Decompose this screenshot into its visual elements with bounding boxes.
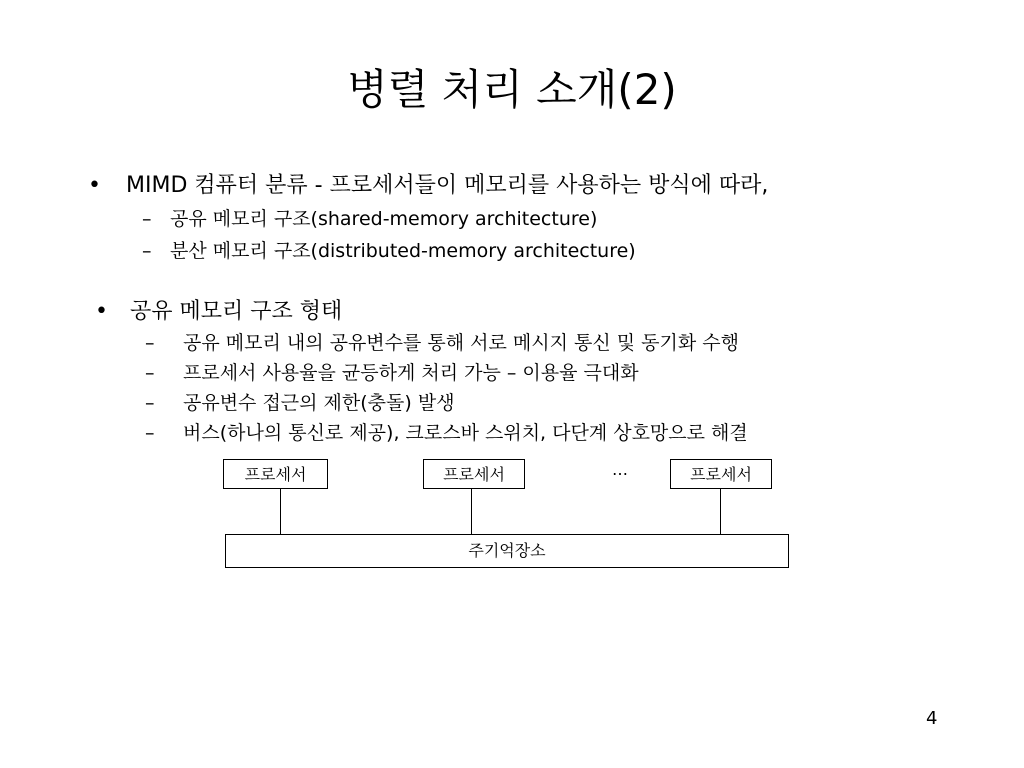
processor-box: 프로세서 bbox=[223, 459, 328, 489]
subitem-message-sync: 공유 메모리 내의 공유변수를 통해 서로 메시지 통신 및 동기화 수행 bbox=[183, 332, 739, 354]
main-memory-box: 주기억장소 bbox=[225, 534, 789, 568]
bullet-text-shared-memory-forms: 공유 메모리 구조 형태 bbox=[130, 299, 343, 324]
dash-marker: – bbox=[145, 392, 155, 414]
subitem-bus-crossbar: 버스(하나의 통신로 제공), 크로스바 스위치, 다단계 상호망으로 해결 bbox=[183, 422, 748, 444]
dash-marker: – bbox=[142, 208, 152, 230]
bullet-marker: • bbox=[88, 173, 101, 198]
diagram-ellipsis: … bbox=[612, 460, 628, 479]
processor-box: 프로세서 bbox=[423, 459, 525, 489]
dash-marker: – bbox=[145, 332, 155, 354]
bullet-marker: • bbox=[95, 299, 108, 324]
dash-marker: – bbox=[145, 422, 155, 444]
processor-memory-connector bbox=[720, 489, 721, 534]
subitem-access-conflict: 공유변수 접근의 제한(충돌) 발생 bbox=[183, 392, 455, 414]
processor-box: 프로세서 bbox=[670, 459, 772, 489]
subitem-utilization: 프로세서 사용율을 균등하게 처리 가능 – 이용율 극대화 bbox=[183, 362, 639, 384]
dash-marker: – bbox=[142, 240, 152, 262]
page-number: 4 bbox=[926, 708, 938, 729]
bullet-text-mimd-classification: MIMD 컴퓨터 분류 - 프로세서들이 메모리를 사용하는 방식에 따라, bbox=[126, 173, 769, 198]
dash-marker: – bbox=[145, 362, 155, 384]
processor-memory-connector bbox=[471, 489, 472, 534]
slide-title: 병렬 처리 소개(2) bbox=[347, 65, 677, 114]
subitem-distributed-memory: 분산 메모리 구조(distributed-memory architecture) bbox=[170, 240, 636, 262]
processor-memory-connector bbox=[280, 489, 281, 534]
subitem-shared-memory: 공유 메모리 구조(shared-memory architecture) bbox=[170, 208, 598, 230]
